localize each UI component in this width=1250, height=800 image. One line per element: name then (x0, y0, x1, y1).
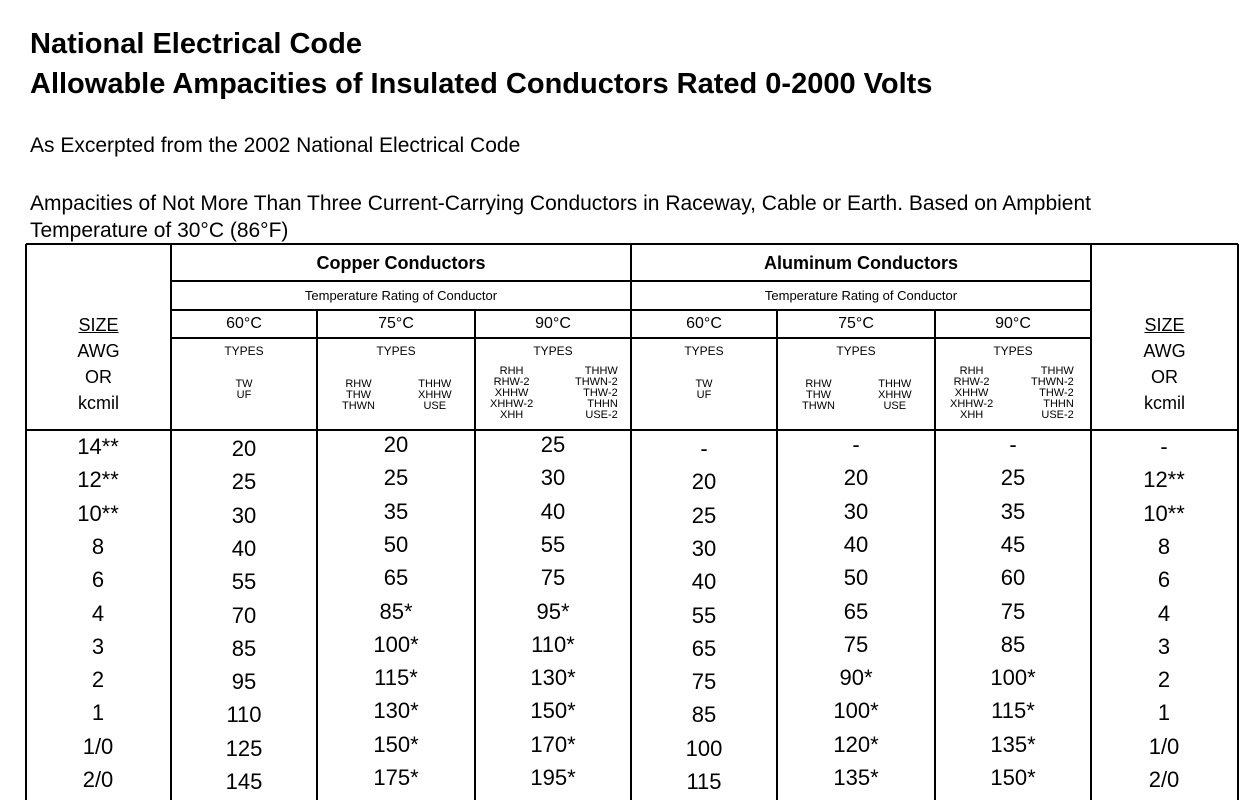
cell-cu75: 130* (373, 698, 419, 724)
cell-size: 8 (91, 533, 105, 559)
al-90-type-list-right: THHW THWN-2 THW-2 THHN USE-2 (1031, 365, 1074, 421)
cell-size-r: 1/0 (1148, 733, 1180, 759)
cell-cu60: 40 (231, 535, 257, 561)
cell-size: 3 (91, 633, 105, 659)
cell-size-r: 4 (1157, 600, 1171, 626)
cell-cu75: 100* (373, 631, 419, 657)
cell-cu60: 145 (225, 769, 263, 794)
cell-size: 12** (77, 467, 119, 493)
cell-size: 14** (77, 434, 119, 459)
cell-al60: 25 (691, 502, 717, 528)
table-description: Ampacities of Not More Than Three Current-Carrying Conductors in Raceway, Cable or Earth. Based on Ampbient Temperature of 30°C (86°F) (30, 192, 1092, 242)
cell-al90: 45 (1000, 531, 1026, 557)
cell-al75: 50 (843, 565, 869, 591)
cell-cu60: 70 (231, 602, 257, 628)
cell-al75: 20 (843, 465, 869, 491)
cell-al90: 150* (990, 765, 1036, 790)
cell-al60: 30 (691, 535, 717, 561)
cu-75c-header: 75°C (378, 315, 414, 332)
cu-60-types-label: TYPES (224, 344, 264, 358)
al-60-types-label: TYPES (684, 344, 724, 358)
cell-cu60: 25 (231, 469, 257, 495)
or-label: OR (1151, 367, 1178, 387)
cell-al60: - (700, 436, 708, 461)
al-60-type-list: TW UF (695, 378, 713, 401)
cell-al75: 75 (843, 631, 869, 657)
cell-al75: 30 (843, 498, 869, 524)
size-header-left (26, 312, 171, 416)
cell-cu90: 30 (540, 465, 566, 491)
awg-label: AWG (77, 341, 120, 361)
aluminum-conductors-header: Aluminum Conductors (764, 253, 958, 273)
cell-size: 1/0 (82, 733, 114, 759)
cell-al75: 135* (833, 765, 879, 790)
cell-al90: 135* (990, 731, 1036, 757)
cu-90-types-label: TYPES (533, 344, 573, 358)
cell-size: 10** (77, 500, 119, 526)
cell-al90: 115* (991, 698, 1035, 724)
cell-size-r: 1 (1157, 700, 1171, 726)
cell-cu75: 150* (373, 731, 419, 757)
cell-size-r: 10** (1143, 500, 1185, 526)
kcmil-label: kcmil (1144, 393, 1185, 413)
cu-60-type-list: TW UF (235, 378, 253, 401)
cell-al60: 85 (691, 702, 717, 728)
cell-al90: 100* (990, 665, 1036, 691)
cell-size-r: 8 (1157, 533, 1171, 559)
cell-al60: 40 (691, 569, 717, 595)
cell-al75: 120* (833, 731, 879, 757)
cell-cu75: 35 (383, 498, 409, 524)
cell-size: 2 (91, 667, 105, 693)
cell-cu75: 175* (373, 765, 419, 790)
al-75-type-list-right: THHW XHHW USE (878, 378, 912, 412)
cell-size-r: 2/0 (1148, 767, 1180, 792)
cu-75-type-list-left: RHW THW THWN (342, 378, 375, 412)
cu-60c-header: 60°C (226, 315, 262, 332)
cell-cu60: 85 (231, 635, 257, 661)
cell-size: 2/0 (82, 767, 114, 792)
al-90c-header: 90°C (995, 315, 1031, 332)
cell-cu60: 55 (231, 569, 257, 595)
cell-size-r: 12** (1143, 467, 1185, 493)
cell-size-r: 3 (1157, 633, 1171, 659)
cell-cu75: 25 (383, 465, 409, 491)
cell-size-r: 2 (1157, 667, 1171, 693)
kcmil-label: kcmil (78, 393, 119, 413)
cell-cu75: 20 (383, 432, 409, 457)
cell-al90: 25 (1000, 465, 1026, 491)
cell-al90: 85 (1000, 631, 1026, 657)
cell-al60: 20 (691, 469, 717, 495)
cell-al60: 65 (691, 635, 717, 661)
cell-cu60: 95 (231, 669, 257, 695)
cell-al60: 100 (685, 735, 723, 761)
cell-cu75: 65 (383, 565, 409, 591)
al-75-type-list-left: RHW THW THWN (802, 378, 835, 412)
cell-al60: 75 (691, 669, 717, 695)
cell-cu90: 95* (536, 598, 570, 624)
cell-al90: 35 (1000, 498, 1026, 524)
cell-cu90: 55 (540, 531, 566, 557)
cell-al90: - (1009, 432, 1017, 457)
al-90-types-label: TYPES (993, 344, 1033, 358)
al-75-types-label: TYPES (836, 344, 876, 358)
cell-al90: 75 (1000, 598, 1026, 624)
cell-al60: 55 (691, 602, 717, 628)
cell-cu75: 50 (383, 531, 409, 557)
cu-90c-header: 90°C (535, 315, 571, 332)
cell-cu60: 110 (226, 702, 262, 728)
document-subtitle: Allowable Ampacities of Insulated Conductors Rated 0-2000 Volts (30, 68, 933, 100)
cell-cu90: 195* (530, 765, 576, 790)
cell-cu90: 40 (540, 498, 566, 524)
cell-al90: 60 (1000, 565, 1026, 591)
copper-temp-rating-label: Temperature Rating of Conductor (304, 288, 498, 303)
cell-cu90: 170* (530, 731, 576, 757)
al-75c-header: 75°C (838, 315, 874, 332)
cell-cu90: 75 (540, 565, 566, 591)
cell-cu60: 30 (231, 502, 257, 528)
cu-75-types-label: TYPES (376, 344, 416, 358)
cell-al75: 40 (843, 531, 869, 557)
document-title: National Electrical Code (30, 28, 362, 60)
cu-75-type-list-right: THHW XHHW USE (418, 378, 452, 412)
cell-cu75: 85* (379, 598, 413, 624)
cell-al75: 65 (843, 598, 869, 624)
cell-cu75: 115* (374, 665, 418, 691)
cell-size-r: 6 (1157, 567, 1171, 593)
cell-size-r: - (1160, 434, 1168, 459)
cell-al75: 90* (839, 665, 873, 691)
size-label: SIZE (1144, 315, 1185, 335)
cell-cu90: 150* (530, 698, 576, 724)
cu-90-type-list-right: THHW THWN-2 THW-2 THHN USE-2 (575, 365, 618, 421)
al-90-type-list-left: RHH RHW-2 XHHW XHHW-2 XHH (950, 365, 994, 421)
copper-conductors-header: Copper Conductors (316, 253, 486, 273)
cell-size: 6 (91, 567, 105, 593)
cell-al60: 115 (686, 769, 722, 794)
cell-cu60: 20 (231, 436, 257, 461)
awg-label: AWG (1143, 341, 1186, 361)
cell-cu90: 25 (540, 432, 566, 457)
cell-al75: 100* (833, 698, 879, 724)
excerpt-note: As Excerpted from the 2002 National Electrical Code (30, 134, 521, 157)
size-label: SIZE (78, 315, 119, 335)
cell-size: 4 (91, 600, 105, 626)
or-label: OR (85, 367, 112, 387)
aluminum-temp-rating-label: Temperature Rating of Conductor (764, 288, 958, 303)
size-header-right (1091, 312, 1238, 416)
cell-cu60: 125 (225, 735, 263, 761)
cell-size: 1 (91, 700, 105, 726)
cell-cu90: 110* (531, 631, 575, 657)
cu-90-type-list-left: RHH RHW-2 XHHW XHHW-2 XHH (490, 365, 534, 421)
cell-cu90: 130* (530, 665, 576, 691)
al-60c-header: 60°C (686, 315, 722, 332)
cell-al75: - (852, 432, 860, 457)
